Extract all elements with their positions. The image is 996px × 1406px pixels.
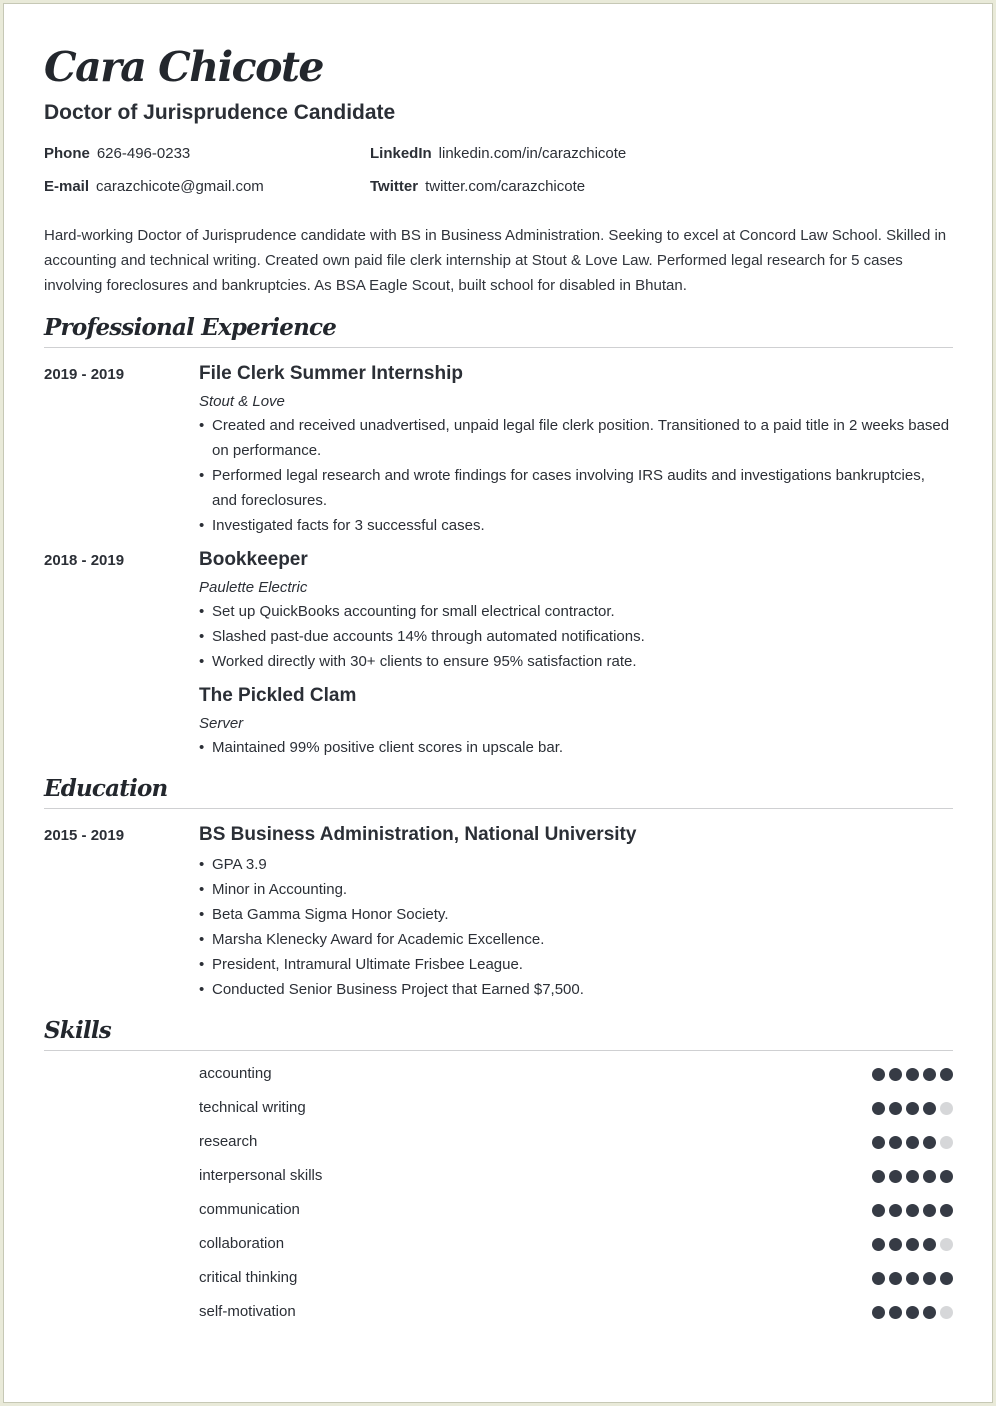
experience-divider <box>44 347 953 348</box>
education-heading: Education <box>44 775 168 802</box>
skill-row <box>44 1233 953 1267</box>
rating-dot-filled <box>872 1170 885 1183</box>
experience-heading: Professional Experience <box>44 314 337 341</box>
linkedin-label: LinkedIn <box>370 145 432 162</box>
candidate-name: Cara Chicote <box>44 43 323 91</box>
skill-row <box>44 1131 953 1165</box>
job-bullet: • Investigated facts for 3 successful cases. <box>199 513 953 538</box>
rating-dot-filled <box>906 1102 919 1115</box>
skill-level-rating <box>868 1238 953 1252</box>
rating-dot-filled <box>889 1068 902 1081</box>
job-bullet: • Maintained 99% positive client scores in upscale bar. <box>199 735 953 760</box>
rating-dot-filled <box>906 1170 919 1183</box>
phone-label: Phone <box>44 145 90 162</box>
rating-dot-filled <box>872 1306 885 1319</box>
phone-value: 626-496-0233 <box>96 145 191 162</box>
job-bullet: • Created and received unadvertised, unpaid legal file clerk position. Transitioned to a paid title in 2 weeks based on performance. <box>199 413 953 463</box>
contact-email <box>44 178 264 195</box>
skills-divider <box>44 1050 953 1051</box>
skill-name: critical thinking <box>199 1269 298 1286</box>
resume-page <box>3 3 993 1403</box>
skill-row <box>44 1301 953 1335</box>
rating-dot-filled <box>889 1170 902 1183</box>
rating-dot-filled <box>889 1102 902 1115</box>
rating-dot-filled <box>906 1272 919 1285</box>
job-title: File Clerk Summer Internship <box>199 363 463 384</box>
rating-dot-filled <box>923 1238 936 1251</box>
rating-dot-filled <box>940 1068 953 1081</box>
contact-phone <box>44 145 190 162</box>
rating-dot-filled <box>906 1136 919 1149</box>
rating-dot-filled <box>906 1204 919 1217</box>
rating-dot-filled <box>923 1136 936 1149</box>
job-bullet: • Worked directly with 30+ clients to ensure 95% satisfaction rate. <box>199 649 953 674</box>
job-bullet: • Performed legal research and wrote findings for cases involving IRS audits and investigations bankruptcies, and foreclosures. <box>199 463 953 513</box>
experience-section <box>44 313 953 760</box>
education-entry <box>44 821 953 1002</box>
rating-dot-filled <box>906 1306 919 1319</box>
rating-dot-filled <box>923 1068 936 1081</box>
education-bullet: • GPA 3.9 <box>199 852 953 877</box>
education-section <box>44 774 953 1002</box>
skill-level-rating <box>868 1068 953 1082</box>
job-bullet: • Set up QuickBooks accounting for small electrical contractor. <box>199 599 953 624</box>
job-title: Bookkeeper <box>199 549 308 570</box>
skill-name: collaboration <box>199 1235 285 1252</box>
email-label: E-mail <box>44 178 90 195</box>
rating-dot-filled <box>872 1238 885 1251</box>
rating-dot-filled <box>923 1306 936 1319</box>
candidate-role: Doctor of Jurisprudence Candidate <box>44 101 396 124</box>
rating-dot-filled <box>889 1238 902 1251</box>
linkedin-value: linkedin.com/in/carazchicote <box>438 145 627 162</box>
skill-level-rating <box>868 1272 953 1286</box>
email-value: carazchicote@gmail.com <box>96 178 264 195</box>
rating-dot-empty <box>940 1102 953 1115</box>
contact-twitter <box>370 178 585 195</box>
education-bullet: • Conducted Senior Business Project that Earned $7,500. <box>199 977 953 1002</box>
skill-level-rating <box>868 1204 953 1218</box>
rating-dot-filled <box>940 1204 953 1217</box>
skill-level-rating <box>868 1102 953 1116</box>
rating-dot-filled <box>872 1068 885 1081</box>
skill-level-rating <box>868 1170 953 1184</box>
job-title: The Pickled Clam <box>199 685 357 706</box>
resume-content <box>44 40 953 1335</box>
rating-dot-filled <box>872 1272 885 1285</box>
skill-name: research <box>199 1133 258 1150</box>
rating-dot-filled <box>923 1204 936 1217</box>
job-bullets <box>199 735 953 760</box>
rating-dot-filled <box>889 1306 902 1319</box>
skill-name: interpersonal skills <box>199 1167 323 1184</box>
skill-row <box>44 1199 953 1233</box>
skill-level-rating <box>868 1136 953 1150</box>
job-dates: 2018 - 2019 <box>44 552 125 569</box>
rating-dot-filled <box>906 1238 919 1251</box>
education-dates: 2015 - 2019 <box>44 827 125 844</box>
job-company: Paulette Electric <box>199 579 308 596</box>
rating-dot-empty <box>940 1238 953 1251</box>
rating-dot-filled <box>923 1102 936 1115</box>
summary-paragraph: Hard-working Doctor of Jurisprudence candidate with BS in Business Administration. Seeking to excel at Concord Law School. Skilled in accounting and technical writing. Created own paid file clerk internship at Stout & Love Law. Performed legal research for 5 cases involving foreclosures and bankruptcies. As BSA Eagle Scout, built school for disabled in Bhutan. <box>44 227 947 294</box>
contact-linkedin <box>370 145 626 162</box>
rating-dot-filled <box>889 1204 902 1217</box>
twitter-value: twitter.com/carazchicote <box>425 178 586 195</box>
contact-block <box>44 145 953 211</box>
rating-dot-filled <box>872 1102 885 1115</box>
education-bullet: • President, Intramural Ultimate Frisbee League. <box>199 952 953 977</box>
rating-dot-filled <box>889 1272 902 1285</box>
job-entry <box>44 546 953 674</box>
rating-dot-empty <box>940 1136 953 1149</box>
skill-name: communication <box>199 1201 300 1218</box>
skill-row <box>44 1063 953 1097</box>
rating-dot-filled <box>906 1068 919 1081</box>
job-bullet: • Slashed past-due accounts 14% through automated notifications. <box>199 624 953 649</box>
rating-dot-filled <box>940 1170 953 1183</box>
skill-name: technical writing <box>199 1099 306 1116</box>
skill-name: accounting <box>199 1065 272 1082</box>
skill-row <box>44 1097 953 1131</box>
education-divider <box>44 808 953 809</box>
education-bullets <box>199 852 953 1002</box>
twitter-label: Twitter <box>370 178 419 195</box>
job-dates: 2019 - 2019 <box>44 366 125 383</box>
job-bullets <box>199 599 953 674</box>
skills-section <box>44 1016 953 1335</box>
education-bullet: • Marsha Klenecky Award for Academic Excellence. <box>199 927 953 952</box>
skill-row <box>44 1165 953 1199</box>
job-entry <box>44 682 953 760</box>
rating-dot-filled <box>923 1272 936 1285</box>
rating-dot-empty <box>940 1306 953 1319</box>
job-bullets <box>199 413 953 538</box>
skills-list <box>44 1063 953 1335</box>
skill-row <box>44 1267 953 1301</box>
job-company: Stout & Love <box>199 393 285 410</box>
rating-dot-filled <box>872 1204 885 1217</box>
skill-name: self-motivation <box>199 1303 296 1320</box>
education-degree: BS Business Administration, National University <box>199 824 637 845</box>
rating-dot-filled <box>872 1136 885 1149</box>
education-bullet: • Minor in Accounting. <box>199 877 953 902</box>
skill-level-rating <box>868 1306 953 1320</box>
rating-dot-filled <box>940 1272 953 1285</box>
skills-heading: Skills <box>44 1017 111 1044</box>
rating-dot-filled <box>923 1170 936 1183</box>
education-bullet: • Beta Gamma Sigma Honor Society. <box>199 902 953 927</box>
rating-dot-filled <box>889 1136 902 1149</box>
job-position: Server <box>199 715 244 732</box>
job-entry <box>44 360 953 538</box>
